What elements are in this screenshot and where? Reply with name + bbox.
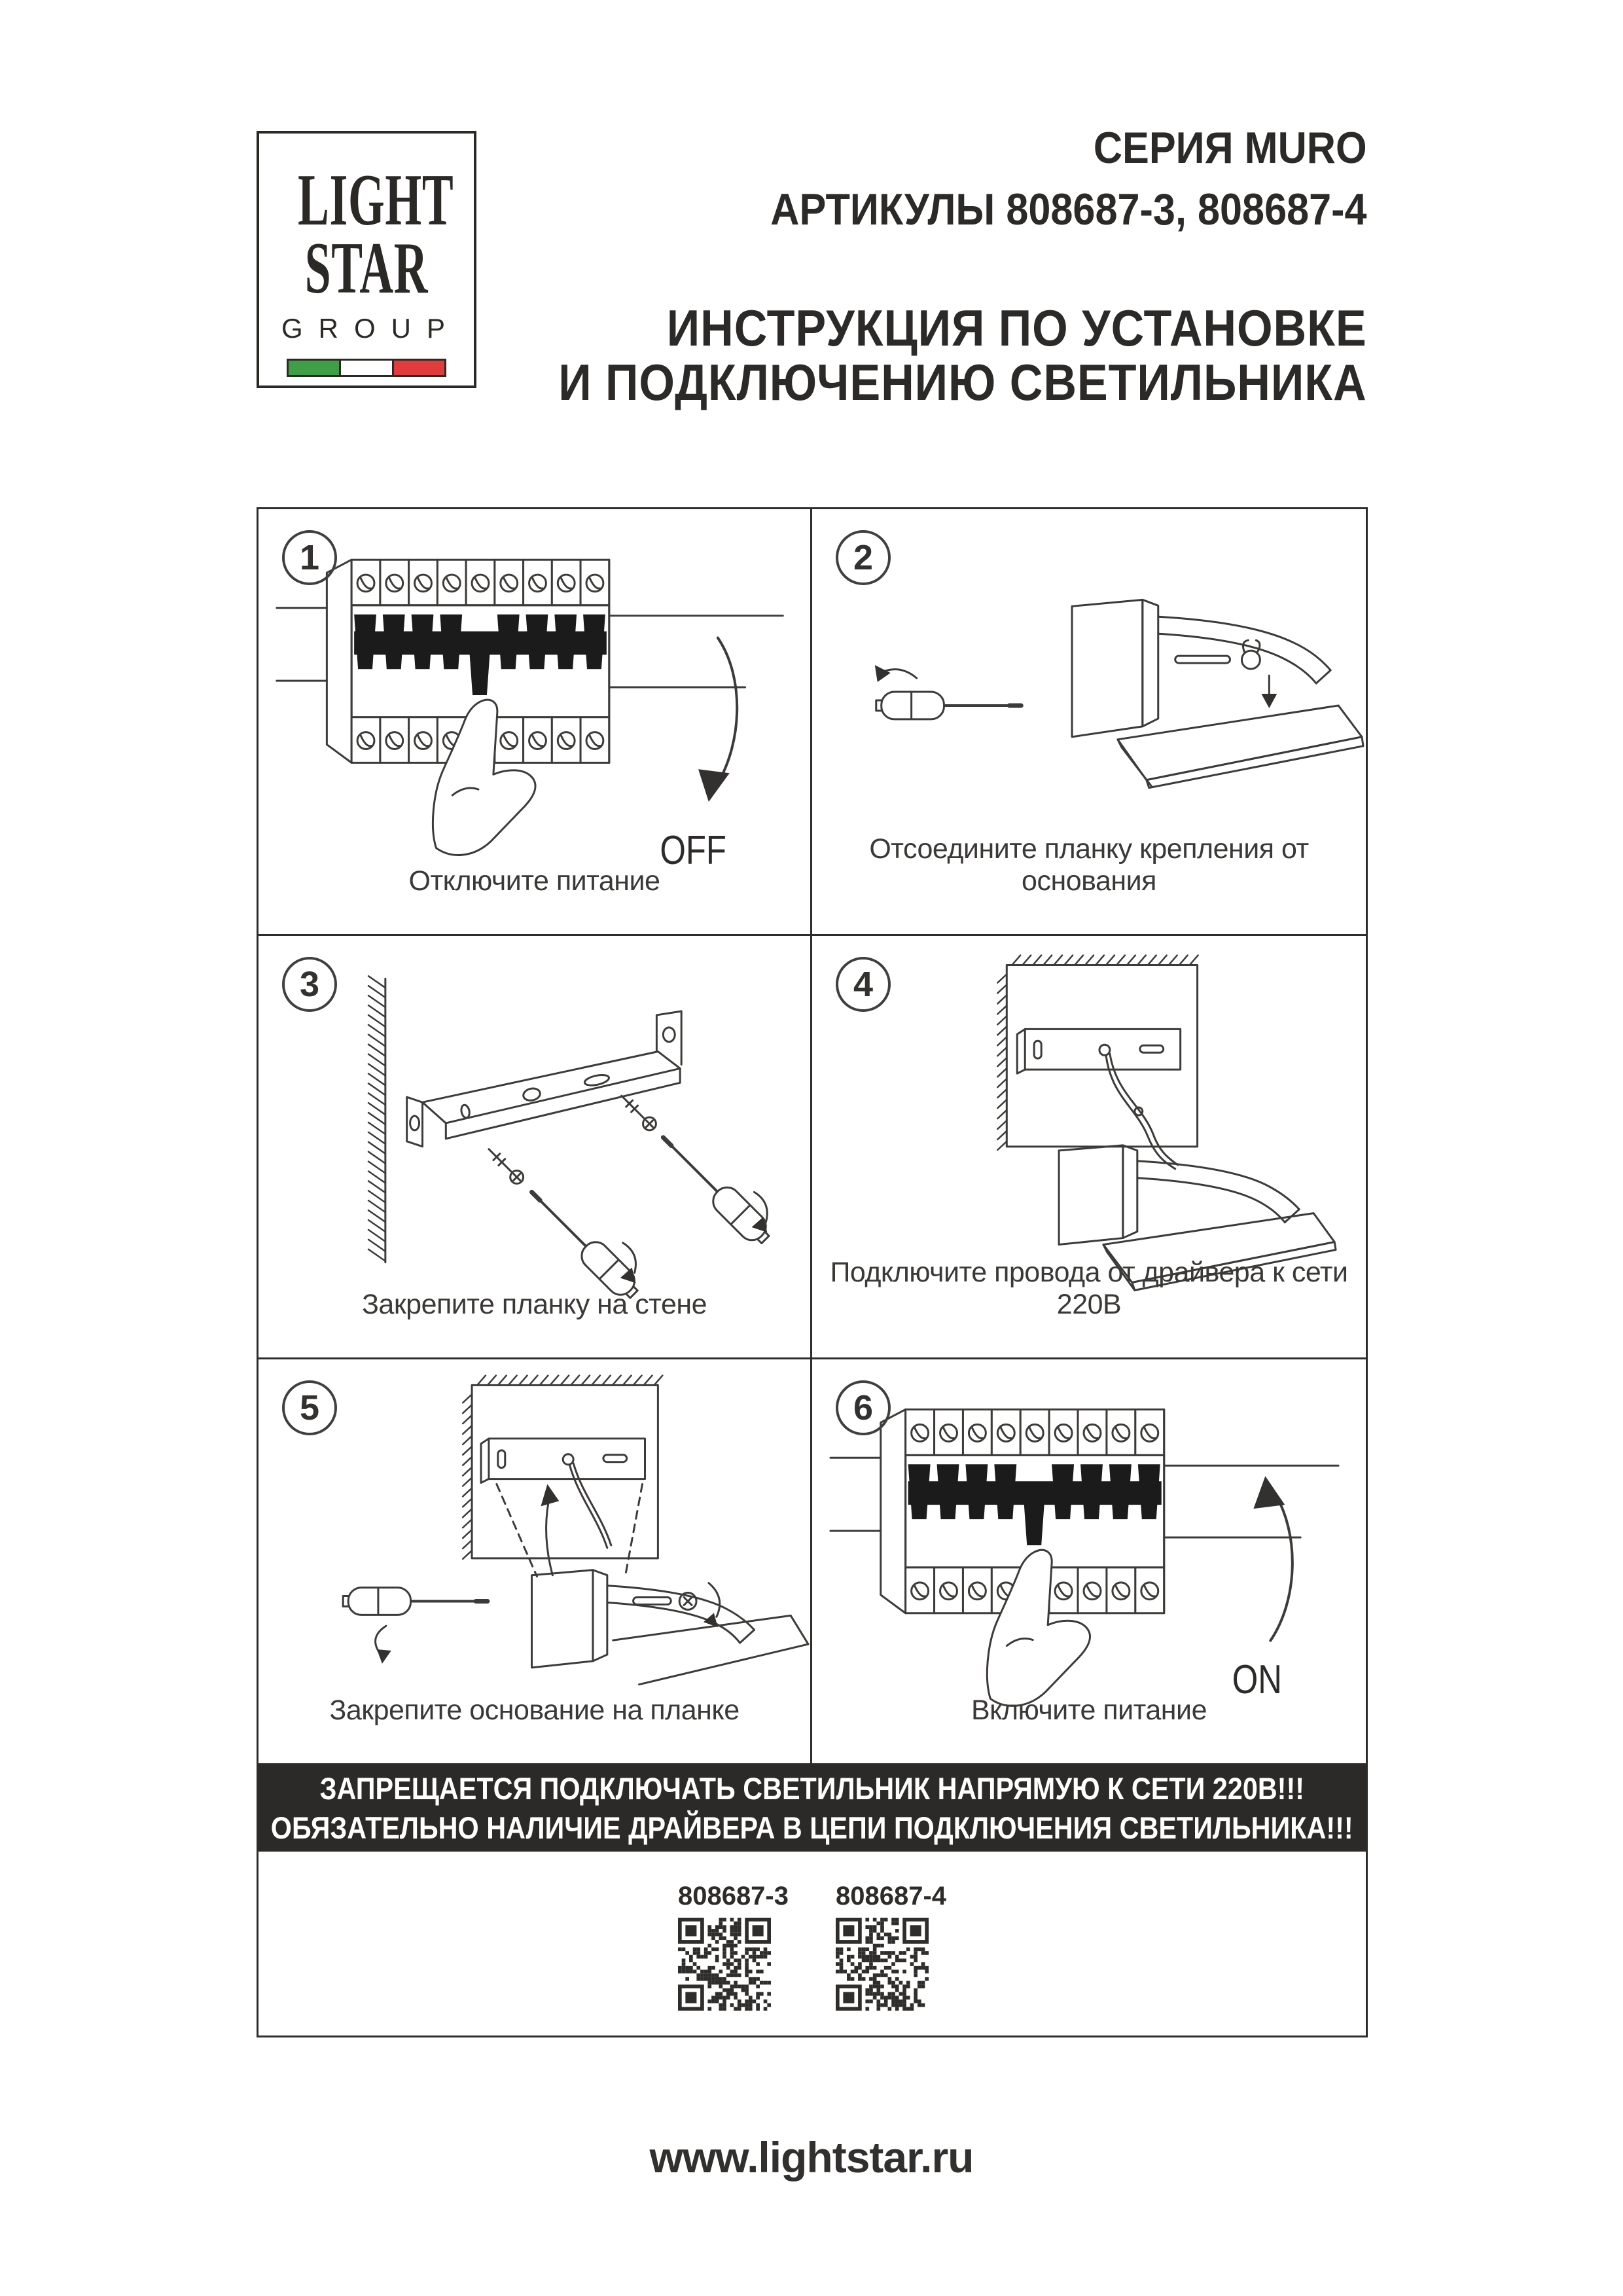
document-header <box>558 123 1368 411</box>
detach-bracket-illustration <box>812 509 1366 876</box>
logo-line-group: GROUP <box>281 313 461 344</box>
step-4-number: 4 <box>836 957 891 1012</box>
step-5-caption: Закрепите основание на планке <box>329 1695 740 1726</box>
step-4-cell <box>812 936 1366 1359</box>
qr-code-808687-4 <box>836 1918 929 2011</box>
step-6-number: 6 <box>836 1380 891 1435</box>
step-3-caption: Закрепите планку на стене <box>361 1289 707 1320</box>
article-numbers: АРТИКУЛЫ 808687-3, 808687-4 <box>770 185 1367 234</box>
step-6-cell <box>812 1359 1366 1765</box>
qr-code-808687-3 <box>678 1918 771 2011</box>
step-5-cell <box>259 1359 812 1765</box>
instruction-title-line2: И ПОДКЛЮЧЕНИЮ СВЕТИЛЬНИКА <box>558 353 1367 411</box>
series-title: СЕРИЯ MURO <box>1094 123 1367 173</box>
breaker-on-illustration <box>812 1359 1366 1726</box>
qr-section <box>259 1852 1366 2035</box>
step-2-cell <box>812 509 1366 936</box>
breaker-off-illustration <box>259 509 810 876</box>
step-5-number: 5 <box>282 1380 337 1435</box>
fix-base-illustration <box>259 1359 810 1726</box>
warning-line2: ОБЯЗАТЕЛЬНО НАЛИЧИЕ ДРАЙВЕРА В ЦЕПИ ПОДКЛЮЧЕНИЯ СВЕТИЛЬНИКА!!! <box>271 1810 1353 1845</box>
qr-item-808687-3 <box>678 1882 789 2035</box>
step-2-number: 2 <box>836 530 891 585</box>
logo-wordmark <box>298 160 454 310</box>
qr-label: 808687-3 <box>677 1882 789 1910</box>
qr-item-808687-4 <box>836 1882 946 2035</box>
step-1-number: 1 <box>282 530 337 585</box>
flag-white-segment <box>339 361 393 375</box>
warning-banner <box>259 1765 1366 1852</box>
connect-wires-illustration <box>812 936 1366 1302</box>
step-3-cell <box>259 936 812 1359</box>
step-2-caption: Отсоедините планку крепления от основания <box>869 833 1309 897</box>
step-1-cell <box>259 509 812 936</box>
mount-bracket-illustration <box>259 936 810 1302</box>
logo-line-light: LIGHT <box>298 160 454 241</box>
step-4-caption: Подключите провода от драйвера к сети 220В <box>830 1257 1348 1320</box>
flag-green-segment <box>289 361 339 375</box>
lightstar-logo <box>257 131 476 388</box>
instruction-title-line1: ИНСТРУКЦИЯ ПО УСТАНОВКЕ <box>667 299 1368 357</box>
step-6-caption: Включите питание <box>971 1695 1207 1726</box>
on-label: ON <box>1232 1657 1282 1702</box>
qr-label: 808687-4 <box>836 1882 947 1910</box>
flag-red-segment <box>394 361 444 375</box>
warning-line1: ЗАПРЕЩАЕТСЯ ПОДКЛЮЧАТЬ СВЕТИЛЬНИК НАПРЯМУЮ К СЕТИ 220В!!! <box>319 1770 1305 1806</box>
italian-flag-icon <box>287 359 446 377</box>
off-label: OFF <box>660 828 726 873</box>
logo-line-star: STAR <box>304 228 429 310</box>
instruction-title <box>559 301 1367 409</box>
step-1-caption: Отключите питание <box>408 865 660 897</box>
step-3-number: 3 <box>282 957 337 1012</box>
instruction-grid <box>257 507 1368 2037</box>
website-url: www.lightstar.ru <box>649 2133 974 2181</box>
